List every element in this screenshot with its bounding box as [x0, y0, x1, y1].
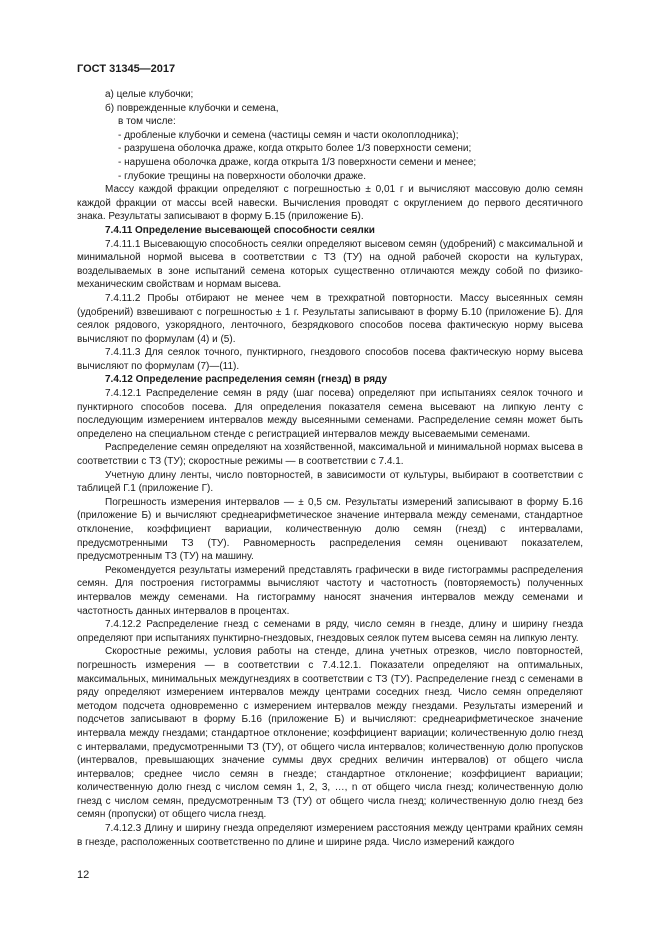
paragraph: 7.4.12.2 Распределение гнезд с семенами в ряду, число семян в гнезде, длину и ширину гнезда определяют при испытаниях пунктирно-гнездовых, гнездовых сеялок путем высева семян на липкую ленту.	[77, 619, 583, 644]
list-item: а) целые клубочки;	[105, 89, 194, 100]
paragraph: Учетную длину ленты, число повторностей, в зависимости от культуры, выбирают в соответствии с таблицей Г.1 (приложение Г).	[77, 469, 583, 495]
document-body	[77, 88, 583, 849]
paragraph: Скоростные режимы, условия работы на стенде, длина учетных отрезков, число повторностей, погрешность измерения — в соответствии с 7.4.12.1. Показатели определяют на оптимальных, максимальных, минимальных междугнездиях в соответствии с ТЗ (ТУ). Распределение гнезд с семенами в ряду определяют измерением интервалов между центрами соседних гнезд. Число семян определяют методом подсчета одновременно с измерением интервалов между гнездами. Результаты измерений и подсчетов записывают в форму Б.16 (приложение Б) и вычисляют: среднеарифметическое значение интервала между гнездами; стандартное отклонение; коэффициент вариации; количественную долю гнезд с интервалами, предусмотренными ТЗ (ТУ), от общего числа интервалов; количественную долю пропусков (интервалов, превышающих значение суммы двух средних величин интервалов) от общего числа интервалов; среднее число семян в гнезде; стандартное отклонение; коэффициент вариации; количественную долю гнезд с числом семян 1, 2, 3, …, n от общего числа гнезд; количественную долю гнезд с числом семян, предусмотренным ТЗ (ТУ) от общего числа гнезд; количественную долю гнезд без семян (пропуски) от общего числа гнезд.	[77, 646, 583, 821]
paragraph: Массу каждой фракции определяют с погрешностью ± 0,01 г и вычисляют массовую долю семян каждой фракции от массы всей навески. Вычисления проводят с округлением до первого десятичного знака. Результаты записывают в форму Б.15 (приложение Б).	[77, 184, 583, 223]
paragraph: 7.4.11.1 Высевающую способность сеялки определяют высевом семян (удобрений) с максимальной и минимальной нормой высева в соответствии с ТЗ (ТУ) на одной рабочей скорости на культурах, возделываемых в зоне испытаний семена которых существенно отличаются между собой по физико-механическим свойствам и нормам высева.	[77, 238, 583, 291]
paragraph: 7.4.11.3 Для сеялок точного, пунктирного, гнездового способов посева фактическую норму высева вычисляют по формулам (7)—(11).	[77, 347, 583, 372]
list-item: - разрушена оболочка драже, когда открыто более 1/3 поверхности семени;	[118, 143, 472, 155]
list-item: - нарушена оболочка драже, когда открыта 1/3 поверхности семени и менее;	[118, 156, 477, 168]
section-heading: 7.4.11 Определение высевающей способности сеялки	[105, 224, 375, 236]
paragraph: Рекомендуется результаты измерений представлять графически в виде гистограммы распределения семян. Для построения гистограммы вычисляют частоту и частотность (повторяемость) полученных интервалов между семенами. На гистограмму наносят значения интервалов между семенами и частотность данных интервалов в процентах.	[77, 564, 583, 617]
paragraph: 7.4.12.1 Распределение семян в ряду (шаг посева) определяют при испытаниях сеялок точного и пунктирного способов посева. Для определения показателя семена высевают на липкую ленту с последующим измерением интервалов между высеянными семенами. Распределение семян может быть определено на специальном стенде с регистрацией интервалов между высеваемыми семенами.	[77, 388, 583, 440]
document-header: ГОСТ 31345—2017	[77, 63, 176, 75]
section-heading: 7.4.12 Определение распределения семян (гнезд) в ряду	[105, 374, 388, 386]
paragraph: Распределение семян определяют на хозяйственной, максимальной и минимальной нормах высева в соответствии с ТЗ (ТУ); скоростные режимы — в соответствии с 7.4.1.	[77, 442, 583, 468]
list-item: - дробленые клубочки и семена (частицы семян и части околоплодника);	[118, 129, 459, 141]
paragraph: 7.4.11.2 Пробы отбирают не менее чем в трехкратной повторности. Массу высеянных семян (удобрений) взвешивают с погрешностью ± 1 г. Результаты записывают в форму Б.10 (приложение Б). Для сеялок рядового, узкорядного, ленточного, безрядкового способов посева фактическую норму высева вычисляют по формулам (4) и (5).	[77, 292, 583, 345]
list-subheading: в том числе:	[118, 116, 176, 128]
list-item: б) поврежденные клубочки и семена,	[105, 102, 279, 114]
list-item: - глубокие трещины на поверхности оболочки драже.	[118, 170, 367, 182]
paragraph: Погрешность измерения интервалов — ± 0,5 см. Результаты измерений записывают в форму Б.16 (приложение Б) и вычисляют среднеарифметическое значение интервала между семенами, стандартное отклонение, коэффициент вариации, количественную долю семян (гнезд) с интервалами, предусмотренными ТЗ (ТУ). Равномерность распределения семян оценивают показателем, предусмотренным ТЗ (ТУ) на машину.	[77, 496, 583, 563]
page-number: 12	[77, 869, 90, 881]
paragraph: 7.4.12.3 Длину и ширину гнезда определяют измерением расстояния между центрами крайних семян в гнезде, расположенных соответственно по длине и ширине ряда. Число измерений каждого	[77, 823, 583, 848]
